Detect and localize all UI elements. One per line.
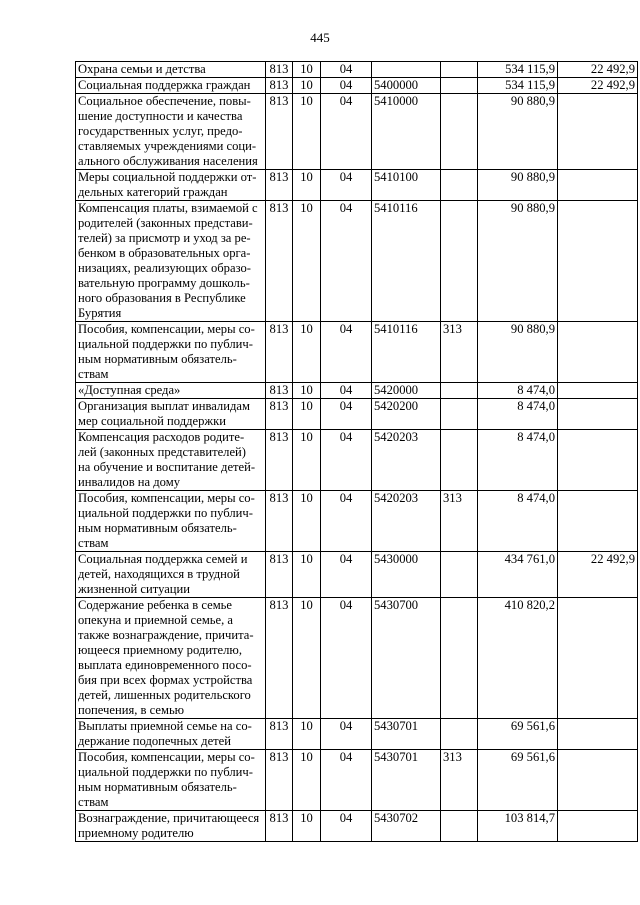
administrator-code-cell: 813 [266, 750, 293, 811]
amount-cell: 534 115,9 [478, 78, 558, 94]
budget-table [75, 61, 638, 842]
amount-cell: 434 761,0 [478, 552, 558, 598]
expense-name-cell: Пособия, компенсации, меры со- циальной поддержки по публич- ным нормативным обязатель- ствам [76, 750, 266, 811]
amount-cell: 90 880,9 [478, 170, 558, 201]
administrator-code-cell: 813 [266, 430, 293, 491]
expense-type-code-cell [441, 811, 478, 842]
expense-name-cell: Социальная поддержка граждан [76, 78, 266, 94]
budget-table-body [76, 62, 638, 842]
section-code-cell: 10 [293, 598, 321, 719]
administrator-code-cell: 813 [266, 62, 293, 78]
amount-cell: 69 561,6 [478, 750, 558, 811]
expense-type-code-cell: 313 [441, 750, 478, 811]
expense-name-cell: Охрана семьи и детства [76, 62, 266, 78]
amount-subventions-cell [558, 491, 638, 552]
amount-cell: 8 474,0 [478, 491, 558, 552]
subsection-code-cell: 04 [321, 399, 372, 430]
section-code-cell: 10 [293, 719, 321, 750]
amount-subventions-cell [558, 750, 638, 811]
expense-name-cell: Компенсация платы, взимаемой с родителей (законных представи- телей) за присмотр и уход за ре- бенком в образовательных орга- низациях, реализующих образо- вательную программу дошколь- ного образования в Республике Бурятия [76, 201, 266, 322]
amount-cell: 69 561,6 [478, 719, 558, 750]
administrator-code-cell: 813 [266, 552, 293, 598]
target-article-code-cell: 5430700 [372, 598, 441, 719]
section-code-cell: 10 [293, 552, 321, 598]
expense-type-code-cell: 313 [441, 322, 478, 383]
section-code-cell: 10 [293, 430, 321, 491]
expense-name-cell: «Доступная среда» [76, 383, 266, 399]
subsection-code-cell: 04 [321, 750, 372, 811]
table-row [76, 719, 638, 750]
subsection-code-cell: 04 [321, 811, 372, 842]
target-article-code-cell: 5410000 [372, 94, 441, 170]
expense-name-cell: Пособия, компенсации, меры со- циальной поддержки по публич- ным нормативным обязатель- ствам [76, 491, 266, 552]
section-code-cell: 10 [293, 491, 321, 552]
amount-subventions-cell [558, 170, 638, 201]
amount-cell: 534 115,9 [478, 62, 558, 78]
section-code-cell: 10 [293, 750, 321, 811]
expense-type-code-cell [441, 399, 478, 430]
administrator-code-cell: 813 [266, 383, 293, 399]
target-article-code-cell: 5400000 [372, 78, 441, 94]
subsection-code-cell: 04 [321, 322, 372, 383]
section-code-cell: 10 [293, 322, 321, 383]
section-code-cell: 10 [293, 201, 321, 322]
target-article-code-cell: 5420000 [372, 383, 441, 399]
table-row [76, 598, 638, 719]
amount-cell: 90 880,9 [478, 322, 558, 383]
table-row [76, 94, 638, 170]
expense-name-cell: Выплаты приемной семье на со- держание подопечных детей [76, 719, 266, 750]
subsection-code-cell: 04 [321, 719, 372, 750]
expense-type-code-cell [441, 78, 478, 94]
subsection-code-cell: 04 [321, 491, 372, 552]
expense-name-cell: Вознаграждение, причитающееся приемному родителю [76, 811, 266, 842]
expense-name-cell: Меры социальной поддержки от- дельных категорий граждан [76, 170, 266, 201]
amount-cell: 90 880,9 [478, 94, 558, 170]
subsection-code-cell: 04 [321, 552, 372, 598]
subsection-code-cell: 04 [321, 201, 372, 322]
administrator-code-cell: 813 [266, 78, 293, 94]
administrator-code-cell: 813 [266, 170, 293, 201]
expense-name-cell: Социальная поддержка семей и детей, находящихся в трудной жизненной ситуации [76, 552, 266, 598]
amount-subventions-cell [558, 811, 638, 842]
target-article-code-cell: 5430000 [372, 552, 441, 598]
target-article-code-cell: 5420200 [372, 399, 441, 430]
amount-subventions-cell: 22 492,9 [558, 78, 638, 94]
expense-type-code-cell: 313 [441, 491, 478, 552]
target-article-code-cell: 5410116 [372, 201, 441, 322]
subsection-code-cell: 04 [321, 383, 372, 399]
expense-type-code-cell [441, 383, 478, 399]
table-row [76, 399, 638, 430]
target-article-code-cell: 5420203 [372, 430, 441, 491]
administrator-code-cell: 813 [266, 811, 293, 842]
expense-name-cell: Пособия, компенсации, меры со- циальной поддержки по публич- ным нормативным обязатель- ствам [76, 322, 266, 383]
table-row [76, 78, 638, 94]
target-article-code-cell [372, 62, 441, 78]
administrator-code-cell: 813 [266, 719, 293, 750]
table-row [76, 491, 638, 552]
expense-type-code-cell [441, 201, 478, 322]
amount-subventions-cell [558, 383, 638, 399]
table-row [76, 811, 638, 842]
expense-name-cell: Социальное обеспечение, повы- шение доступности и качества государственных услуг, предо- ставляемых учреждениями соци- ального обслуживания населения [76, 94, 266, 170]
administrator-code-cell: 813 [266, 201, 293, 322]
table-row [76, 170, 638, 201]
subsection-code-cell: 04 [321, 62, 372, 78]
subsection-code-cell: 04 [321, 170, 372, 201]
table-row [76, 322, 638, 383]
target-article-code-cell: 5410100 [372, 170, 441, 201]
expense-type-code-cell [441, 94, 478, 170]
expense-type-code-cell [441, 598, 478, 719]
amount-cell: 8 474,0 [478, 430, 558, 491]
table-row [76, 201, 638, 322]
amount-subventions-cell [558, 719, 638, 750]
target-article-code-cell: 5420203 [372, 491, 441, 552]
target-article-code-cell: 5430701 [372, 719, 441, 750]
expense-type-code-cell [441, 719, 478, 750]
amount-subventions-cell: 22 492,9 [558, 552, 638, 598]
amount-subventions-cell [558, 322, 638, 383]
table-row [76, 62, 638, 78]
section-code-cell: 10 [293, 811, 321, 842]
amount-subventions-cell [558, 430, 638, 491]
target-article-code-cell: 5430702 [372, 811, 441, 842]
expense-type-code-cell [441, 430, 478, 491]
amount-cell: 103 814,7 [478, 811, 558, 842]
subsection-code-cell: 04 [321, 94, 372, 170]
target-article-code-cell: 5430701 [372, 750, 441, 811]
amount-subventions-cell [558, 201, 638, 322]
amount-cell: 410 820,2 [478, 598, 558, 719]
expense-type-code-cell [441, 170, 478, 201]
subsection-code-cell: 04 [321, 430, 372, 491]
section-code-cell: 10 [293, 62, 321, 78]
expense-name-cell: Организация выплат инвалидам мер социальной поддержки [76, 399, 266, 430]
section-code-cell: 10 [293, 78, 321, 94]
expense-type-code-cell [441, 552, 478, 598]
amount-cell: 90 880,9 [478, 201, 558, 322]
table-row [76, 552, 638, 598]
administrator-code-cell: 813 [266, 598, 293, 719]
administrator-code-cell: 813 [266, 491, 293, 552]
section-code-cell: 10 [293, 399, 321, 430]
expense-name-cell: Компенсация расходов родите- лей (законных представителей) на обучение и воспитание детей- инвалидов на дому [76, 430, 266, 491]
amount-subventions-cell: 22 492,9 [558, 62, 638, 78]
administrator-code-cell: 813 [266, 322, 293, 383]
amount-cell: 8 474,0 [478, 399, 558, 430]
subsection-code-cell: 04 [321, 78, 372, 94]
amount-subventions-cell [558, 399, 638, 430]
table-row [76, 750, 638, 811]
target-article-code-cell: 5410116 [372, 322, 441, 383]
expense-name-cell: Содержание ребенка в семье опекуна и приемной семье, а также вознаграждение, причита- ющееся приемному родителю, выплата единовременного посо- бия при всех формах устройства детей, лишенных родительского попечения, в семью [76, 598, 266, 719]
amount-cell: 8 474,0 [478, 383, 558, 399]
section-code-cell: 10 [293, 383, 321, 399]
administrator-code-cell: 813 [266, 94, 293, 170]
expense-type-code-cell [441, 62, 478, 78]
table-row [76, 383, 638, 399]
amount-subventions-cell [558, 598, 638, 719]
subsection-code-cell: 04 [321, 598, 372, 719]
table-row [76, 430, 638, 491]
amount-subventions-cell [558, 94, 638, 170]
administrator-code-cell: 813 [266, 399, 293, 430]
section-code-cell: 10 [293, 170, 321, 201]
section-code-cell: 10 [293, 94, 321, 170]
page-number: 445 [310, 30, 330, 45]
